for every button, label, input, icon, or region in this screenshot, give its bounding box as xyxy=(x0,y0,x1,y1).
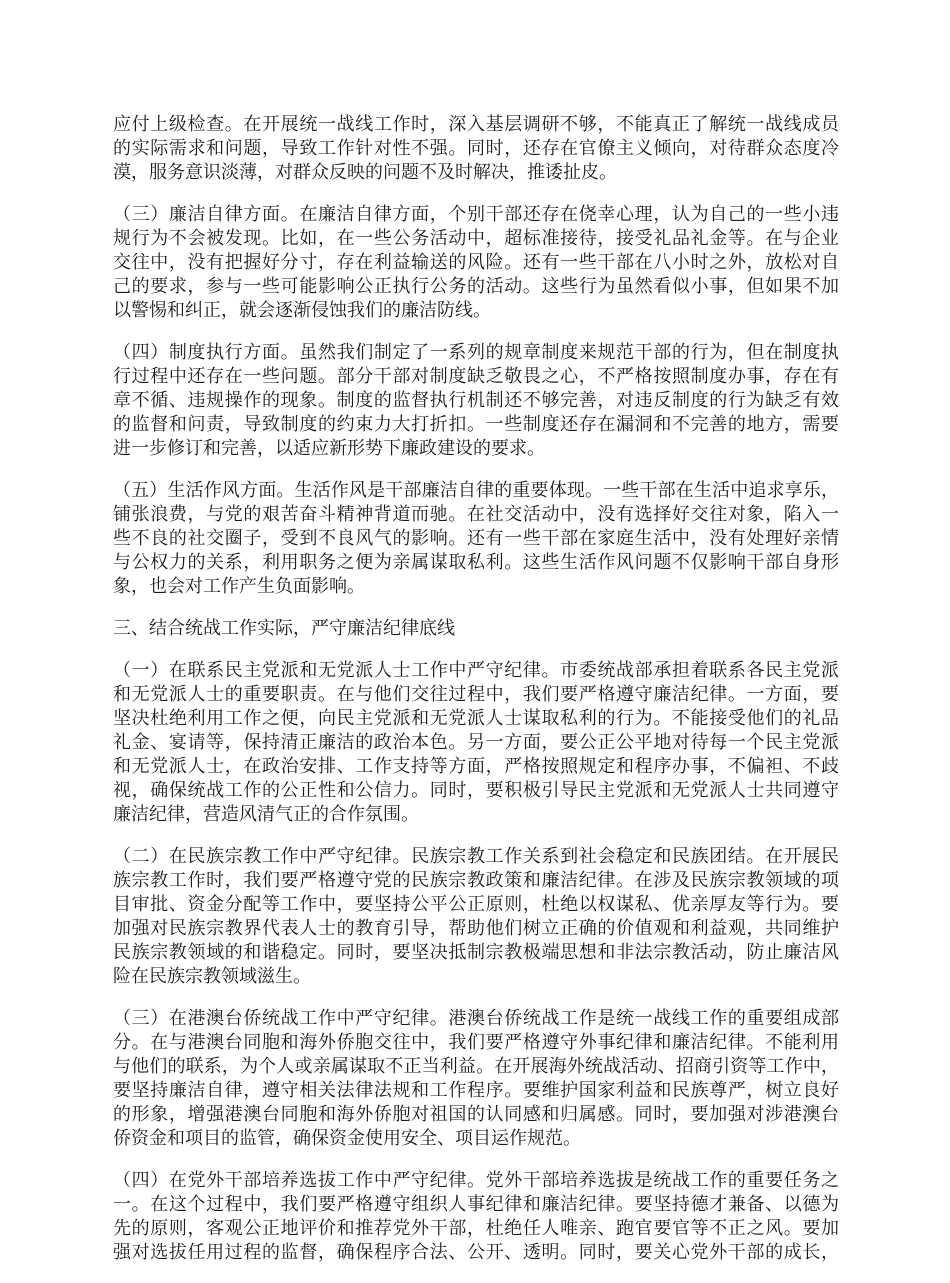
text-line: 族宗教工作时，我们要严格遵守党的民族宗教政策和廉洁纪律。在涉及民族宗教领域的项 xyxy=(113,870,839,891)
text-line: 民族宗教领域的和谐稳定。同时，要坚决抵制宗教极端思想和非法宗教活动，防止廉洁风 xyxy=(113,942,839,963)
text-line: 以警惕和纠正，就会逐渐侵蚀我们的廉洁防线。 xyxy=(113,300,491,321)
text-line: （一）在联系民主党派和无党派人士工作中严守纪律。市委统战部承担着联系各民主党派 xyxy=(113,660,839,681)
text-line: 与公权力的关系，利用职务之便为亲属谋取私利。这些生活作风问题不仅影响干部自身形 xyxy=(113,552,839,573)
text-line: 漠，服务意识淡薄，对群众反映的问题不及时解决，推诿扯皮。 xyxy=(113,162,617,183)
text-line: 交往中，没有把握好分寸，存在利益输送的风险。还有一些干部在八小时之外，放松对自 xyxy=(113,252,839,273)
text-line: 要坚持廉洁自律，遵守相关法律法规和工作程序。要维护国家利益和民族尊严，树立良好 xyxy=(113,1080,839,1101)
paragraph xyxy=(113,845,839,989)
text-line: （五）生活作风方面。生活作风是干部廉洁自律的重要体现。一些干部在生活中追求享乐， xyxy=(113,480,839,501)
text-line: 目审批、资金分配等工作中，要坚持公平公正原则，杜绝以权谋私、优亲厚友等行为。要 xyxy=(113,894,839,915)
paragraph xyxy=(113,203,839,323)
text-line: 章不循、违规操作的现象。制度的监督执行机制还不够完善，对违反制度的行为缺乏有效 xyxy=(113,390,839,411)
paragraph xyxy=(113,1169,839,1265)
text-line: 和无党派人士，在政治安排、工作支持等方面，严格按照规定和程序办事，不偏袒、不歧 xyxy=(113,756,839,777)
text-line: 分。在与港澳台同胞和海外侨胞交往中，我们要严格遵守外事纪律和廉洁纪律。不能利用 xyxy=(113,1032,839,1053)
text-line: 加强对民族宗教界代表人士的教育引导，帮助他们树立正确的价值观和利益观，共同维护 xyxy=(113,918,839,939)
text-line: （三）在港澳台侨统战工作中严守纪律。港澳台侨统战工作是统一战线工作的重要组成部 xyxy=(113,1008,839,1029)
text-line: （三）廉洁自律方面。在廉洁自律方面，个别干部还存在侥幸心理，认为自己的一些小违 xyxy=(113,204,839,225)
text-line: 规行为不会被发现。比如，在一些公务活动中，超标准接待，接受礼品礼金等。在与企业 xyxy=(113,228,839,249)
text-line: 礼金、宴请等，保持清正廉洁的政治本色。另一方面，要公正公平地对待每一个民主党派 xyxy=(113,732,839,753)
text-line: 侨资金和项目的监管，确保资金使用安全、项目运作规范。 xyxy=(113,1128,581,1149)
text-line: 先的原则，客观公正地评价和推荐党外干部，杜绝任人唯亲、跑官要官等不正之风。要加 xyxy=(113,1218,839,1239)
text-line: 象，也会对工作产生负面影响。 xyxy=(113,576,365,597)
text-line: 三、结合统战工作实际，严守廉洁纪律底线 xyxy=(113,618,455,639)
text-line: （二）在民族宗教工作中严守纪律。民族宗教工作关系到社会稳定和民族团结。在开展民 xyxy=(113,846,839,867)
text-line: 坚决杜绝利用工作之便，向民主党派和无党派人士谋取私利的行为。不能接受他们的礼品 xyxy=(113,708,839,729)
document-page xyxy=(113,113,839,1283)
text-line: （四）在党外干部培养选拔工作中严守纪律。党外干部培养选拔是统战工作的重要任务之 xyxy=(113,1170,839,1191)
paragraph xyxy=(113,479,839,599)
text-line: 进一步修订和完善，以适应新形势下廉政建设的要求。 xyxy=(113,438,545,459)
text-line: 些不良的社交圈子，受到不良风气的影响。还有一些干部在家庭生活中，没有处理好亲情 xyxy=(113,528,839,549)
text-line: 己的要求，参与一些可能影响公正执行公务的活动。这些行为虽然看似小事，但如果不加 xyxy=(113,276,839,297)
text-line: （四）制度执行方面。虽然我们制定了一系列的规章制度来规范干部的行为，但在制度执 xyxy=(113,342,839,363)
text-line: 应付上级检查。在开展统一战线工作时，深入基层调研不够，不能真正了解统一战线成员 xyxy=(113,114,839,135)
paragraph xyxy=(113,659,839,827)
text-line: 的监督和问责，导致制度的约束力大打折扣。一些制度还存在漏洞和不完善的地方，需要 xyxy=(113,414,839,435)
paragraph xyxy=(113,1007,839,1151)
text-line: 廉洁纪律，营造风清气正的合作氛围。 xyxy=(113,804,419,825)
text-line: 视，确保统战工作的公正性和公信力。同时，要积极引导民主党派和无党派人士共同遵守 xyxy=(113,780,839,801)
text-line: 与他们的联系，为个人或亲属谋取不正当利益。在开展海外统战活动、招商引资等工作中， xyxy=(113,1056,839,1077)
text-line: 的实际需求和问题，导致工作针对性不强。同时，还存在官僚主义倾向，对待群众态度冷 xyxy=(113,138,839,159)
text-line: 的形象，增强港澳台同胞和海外侨胞对祖国的认同感和归属感。同时，要加强对涉港澳台 xyxy=(113,1104,839,1125)
text-line: 和无党派人士的重要职责。在与他们交往过程中，我们要严格遵守廉洁纪律。一方面，要 xyxy=(113,684,839,705)
text-line: 铺张浪费，与党的艰苦奋斗精神背道而驰。在社交活动中，没有选择好交往对象，陷入一 xyxy=(113,504,839,525)
text-line: 一。在这个过程中，我们要严格遵守组织人事纪律和廉洁纪律。要坚持德才兼备、以德为 xyxy=(113,1194,839,1215)
paragraph xyxy=(113,341,839,461)
section-heading xyxy=(113,617,839,641)
text-line: 行过程中还存在一些问题。部分干部对制度缺乏敬畏之心，不严格按照制度办事，存在有 xyxy=(113,366,839,387)
paragraph xyxy=(113,113,839,185)
text-line: 险在民族宗教领域滋生。 xyxy=(113,966,311,987)
text-line: 强对选拔任用过程的监督，确保程序合法、公开、透明。同时，要关心党外干部的成长， xyxy=(113,1242,839,1263)
